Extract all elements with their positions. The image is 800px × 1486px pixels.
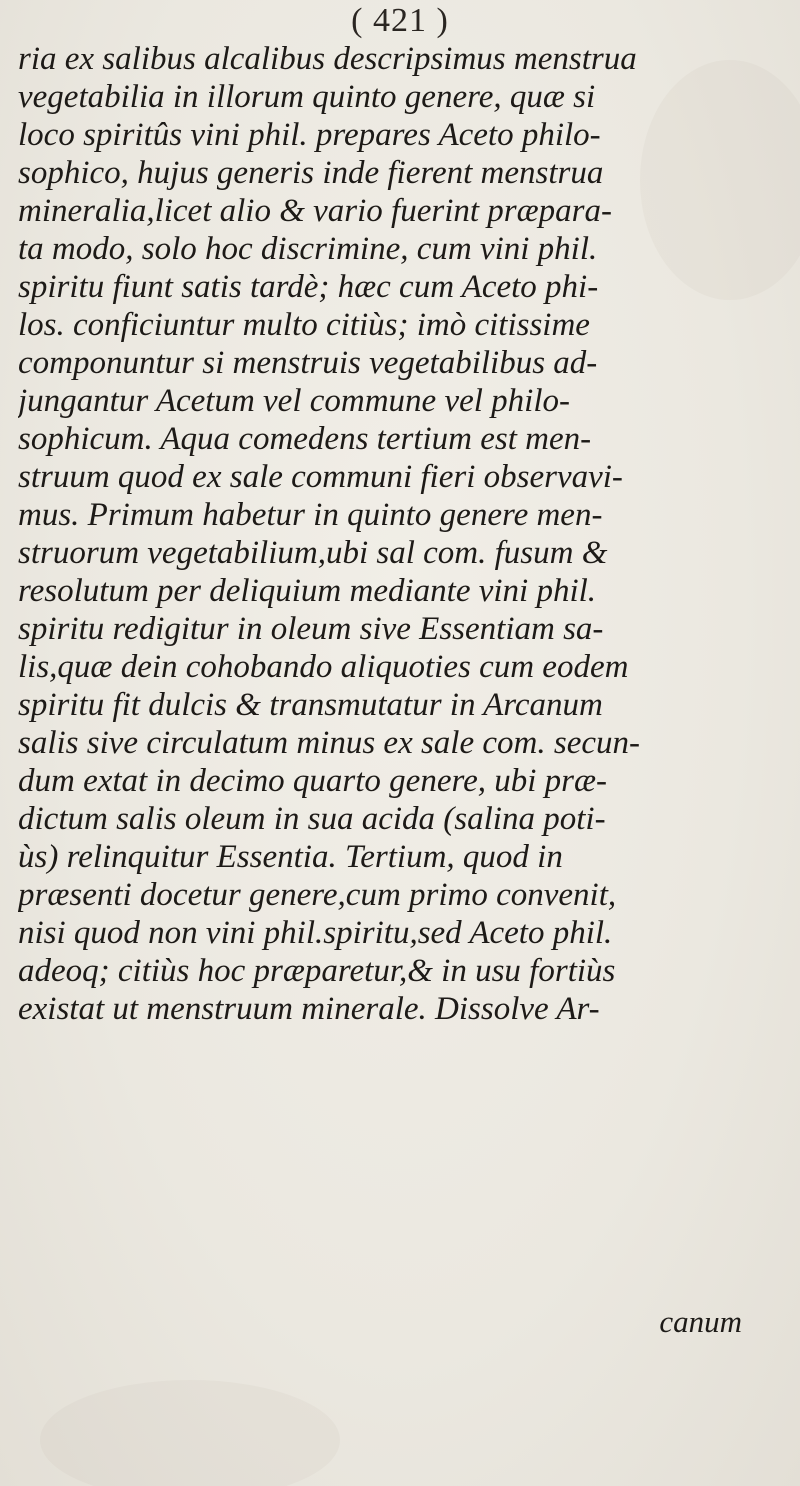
text-line: dum extat in decimo quarto genere, ubi præ- bbox=[18, 763, 608, 799]
text-line: mus. Primum habetur in quinto genere men- bbox=[18, 497, 603, 533]
text-line: existat ut menstruum minerale. Dissolve Ar- bbox=[18, 991, 600, 1027]
text-line: ta modo, solo hoc discrimine, cum vini phil. bbox=[18, 231, 598, 267]
text-line: nisi quod non vini phil.spiritu,sed Aceto phil. bbox=[18, 915, 613, 951]
text-line: loco spiritûs vini phil. prepares Aceto philo- bbox=[18, 117, 601, 153]
text-line: struum quod ex sale communi fieri observavi- bbox=[18, 459, 623, 495]
text-line: dictum salis oleum in sua acida (salina poti- bbox=[18, 801, 606, 837]
text-line: spiritu fiunt satis tardè; hæc cum Aceto phi- bbox=[18, 269, 599, 305]
text-line: salis sive circulatum minus ex sale com. secun- bbox=[18, 725, 640, 761]
text-line: ùs) relinquitur Essentia. Tertium, quod in bbox=[18, 839, 563, 875]
text-line: sophicum. Aqua comedens tertium est men- bbox=[18, 421, 592, 457]
text-line: spiritu redigitur in oleum sive Essentiam sa- bbox=[18, 611, 604, 647]
text-line: spiritu fit dulcis & transmutatur in Arcanum bbox=[18, 687, 603, 723]
text-line: adeoq; citiùs hoc præparetur,& in usu fortiùs bbox=[18, 953, 616, 989]
text-line: struorum vegetabilium,ubi sal com. fusum & bbox=[18, 535, 608, 571]
body-text bbox=[18, 40, 790, 1028]
text-line: ria ex salibus alcalibus descripsimus menstrua bbox=[18, 41, 637, 77]
text-line: præsenti docetur genere,cum primo convenit, bbox=[18, 877, 617, 913]
text-line: jungantur Acetum vel commune vel philo- bbox=[18, 383, 570, 419]
text-line: los. conficiuntur multo citiùs; imò citissime bbox=[18, 307, 590, 343]
catchword: canum bbox=[659, 1304, 742, 1339]
paper-stain bbox=[40, 1380, 340, 1486]
text-line: sophico, hujus generis inde fierent menstrua bbox=[18, 155, 604, 191]
text-line: vegetabilia in illorum quinto genere, quæ si bbox=[18, 79, 596, 115]
text-line: componuntur si menstruis vegetabilibus ad- bbox=[18, 345, 598, 381]
page-number: ( 421 ) bbox=[351, 2, 449, 39]
text-line: resolutum per deliquium mediante vini phil. bbox=[18, 573, 597, 609]
text-line: mineralia,licet alio & vario fuerint præpara- bbox=[18, 193, 612, 229]
text-line: lis,quæ dein cohobando aliquoties cum eodem bbox=[18, 649, 629, 685]
